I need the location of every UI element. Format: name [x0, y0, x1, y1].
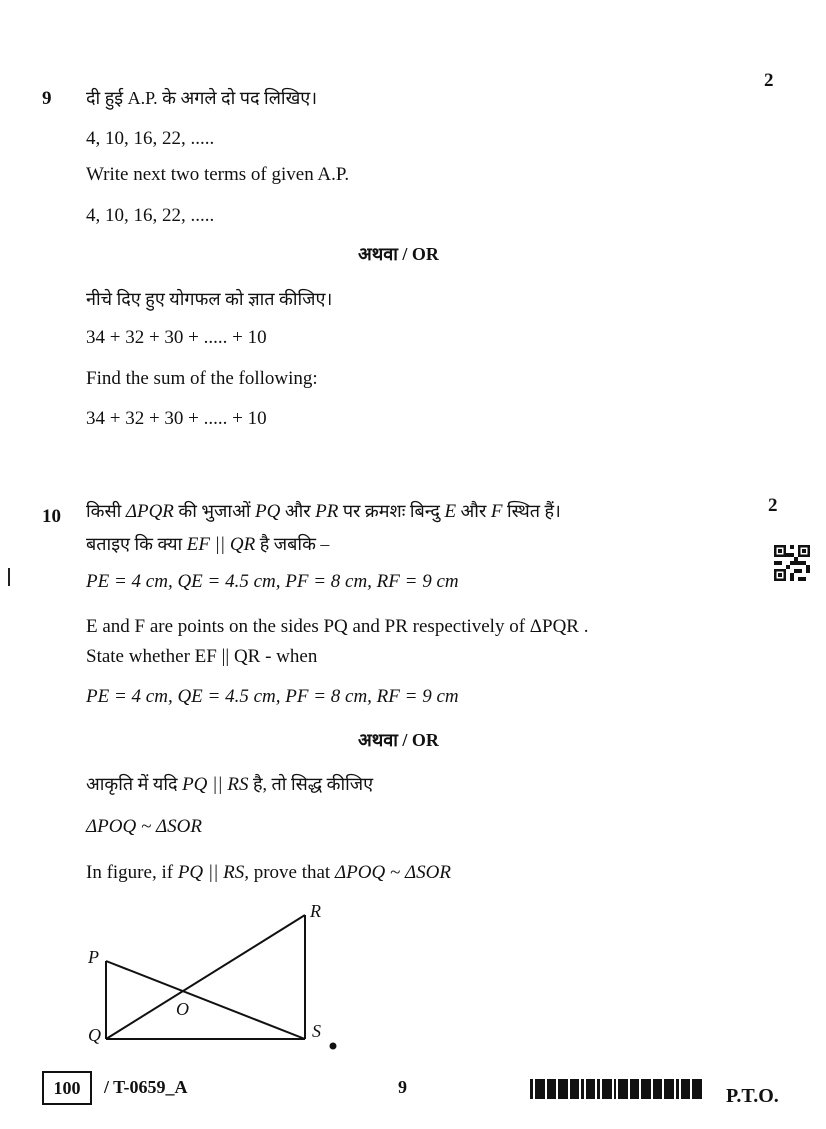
q10-hindi-2c: है जबकि – — [255, 534, 330, 554]
q10-alt-english-b: PQ || RS, — [177, 862, 249, 883]
q10-values-hindi: PE = 4 cm, QE = 4.5 cm, PF = 8 cm, RF = 9 cm — [86, 571, 459, 592]
label-q: Q — [88, 1025, 101, 1045]
q10-hindi-line-2 — [86, 532, 329, 556]
q10-alt-hindi — [86, 772, 373, 796]
q10-hindi-1g: पर क्रमशः बिन्दु — [338, 501, 445, 521]
ink-dot — [330, 1043, 337, 1050]
q10-point-f: F — [490, 501, 503, 522]
q10-hindi-1e: और — [280, 501, 316, 521]
q10-alt-english-c: prove that — [248, 862, 335, 883]
q10-ef-parallel-qr: EF || QR — [186, 534, 256, 555]
q10-hindi-1a: किसी — [86, 501, 126, 521]
q10-alt-english-a: In figure, if — [86, 862, 178, 883]
q9-hindi-text: दी हुई A.P. के अगले दो पद लिखिए। — [86, 88, 318, 108]
q10-english-line-1: E and F are points on the sides PQ and PR respectively of ΔPQR . — [86, 616, 589, 637]
footer-page-number: 9 — [398, 1077, 407, 1097]
footer-code-box: 100 — [42, 1071, 92, 1105]
q9-sequence-english: 4, 10, 16, 22, ..... — [86, 205, 215, 226]
q10-alt-pq-parallel-rs: PQ || RS — [182, 774, 249, 795]
margin-mark — [8, 568, 10, 586]
q9-sum-hindi: 34 + 32 + 30 + ..... + 10 — [86, 327, 267, 348]
question-number-10: 10 — [42, 506, 61, 527]
q9-alt-english-text: Find the sum of the following: — [86, 368, 318, 389]
q10-alt-hindi-c: है, तो सिद्ध कीजिए — [248, 774, 374, 794]
barcode-icon — [530, 1079, 710, 1099]
q10-hindi-1c: की भुजाओं — [173, 501, 255, 521]
q10-point-e: E — [444, 501, 457, 522]
q10-hindi-2a: बताइए कि क्या — [86, 534, 187, 554]
segment-ps — [106, 961, 305, 1039]
footer-paper-code: / T-0659_A — [104, 1077, 188, 1097]
label-r: R — [310, 901, 321, 921]
marks-q9: 2 — [764, 70, 774, 91]
q10-or-separator: अथवा / OR — [358, 730, 439, 750]
q9-alt-hindi-text: नीचे दिए हुए योगफल को ज्ञात कीजिए। — [86, 289, 333, 309]
q10-alt-similarity: ΔPOQ ~ ΔSOR — [86, 816, 202, 837]
qr-code-icon — [773, 545, 811, 581]
q9-or-separator: अथवा / OR — [358, 244, 439, 264]
segment-qr — [106, 915, 305, 1039]
q9-sum-english: 34 + 32 + 30 + ..... + 10 — [86, 408, 267, 429]
q10-side-pr: PR — [315, 501, 339, 522]
q9-english-text: Write next two terms of given A.P. — [86, 164, 350, 185]
q10-triangle-pqr: ΔPQR — [125, 501, 174, 522]
question-number-9: 9 — [42, 88, 52, 109]
triangle-figure — [80, 895, 360, 1055]
q10-hindi-1k: स्थित हैं। — [502, 501, 561, 521]
label-s: S — [312, 1021, 321, 1041]
q10-alt-english-d: ΔPOQ ~ ΔSOR — [334, 862, 451, 883]
label-p: P — [88, 947, 99, 967]
q10-side-pq: PQ — [254, 501, 281, 522]
q10-hindi-line-1 — [86, 499, 561, 523]
label-o: O — [176, 999, 189, 1019]
q10-alt-english — [86, 862, 451, 884]
marks-q10: 2 — [768, 495, 778, 516]
q10-english-line-2: State whether EF || QR - when — [86, 646, 318, 667]
q10-alt-hindi-a: आकृति में यदि — [86, 774, 183, 794]
q9-sequence-hindi: 4, 10, 16, 22, ..... — [86, 128, 215, 149]
footer-pto: P.T.O. — [726, 1085, 779, 1107]
q10-hindi-1i: और — [456, 501, 491, 521]
q10-values-english: PE = 4 cm, QE = 4.5 cm, PF = 8 cm, RF = 9 cm — [86, 686, 459, 707]
